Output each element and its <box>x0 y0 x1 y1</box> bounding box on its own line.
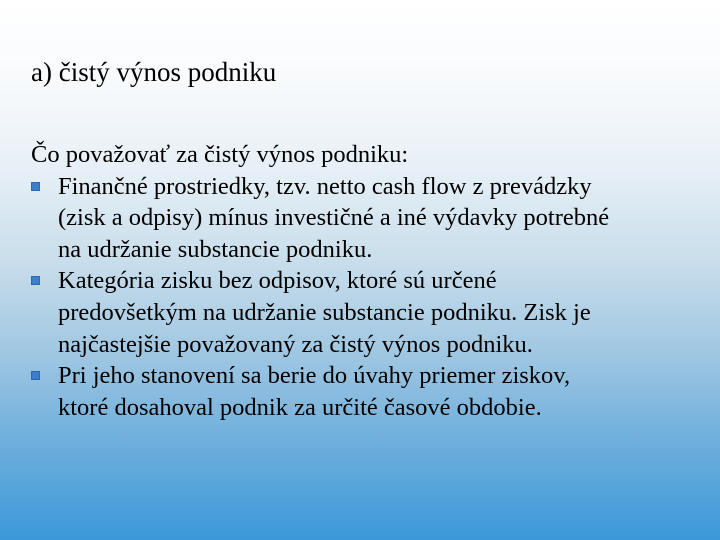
square-bullet-icon <box>31 182 40 191</box>
square-bullet-icon <box>31 371 40 380</box>
intro-text: Čo považovať za čistý výnos podniku: <box>31 141 409 168</box>
bullet-line: najčastejšie považovaný za čistý výnos podniku. <box>58 330 533 358</box>
bullet-line: ktoré dosahoval podnik za určité časové obdobie. <box>58 393 542 421</box>
bullet-item <box>31 265 701 360</box>
bullet-list <box>31 171 701 424</box>
bullet-line: Pri jeho stanovení sa berie do úvahy priemer ziskov, <box>58 362 571 390</box>
square-bullet-icon <box>31 276 40 285</box>
bullet-line: (zisk a odpisy) mínus investičné a iné výdavky potrebné <box>58 204 610 232</box>
bullet-item <box>31 360 701 423</box>
bullet-line: predovšetkým na udržanie substancie podniku. Zisk je <box>58 298 591 326</box>
bullet-line: Finančné prostriedky, tzv. netto cash flow z prevádzky <box>58 172 592 200</box>
bullet-item <box>31 171 701 266</box>
bullet-line: Kategória zisku bez odpisov, ktoré sú určené <box>58 267 497 295</box>
slide-title: a) čistý výnos podniku <box>31 57 277 87</box>
bullet-line: na udržanie substancie podniku. <box>58 235 373 263</box>
slide-content <box>31 139 701 423</box>
